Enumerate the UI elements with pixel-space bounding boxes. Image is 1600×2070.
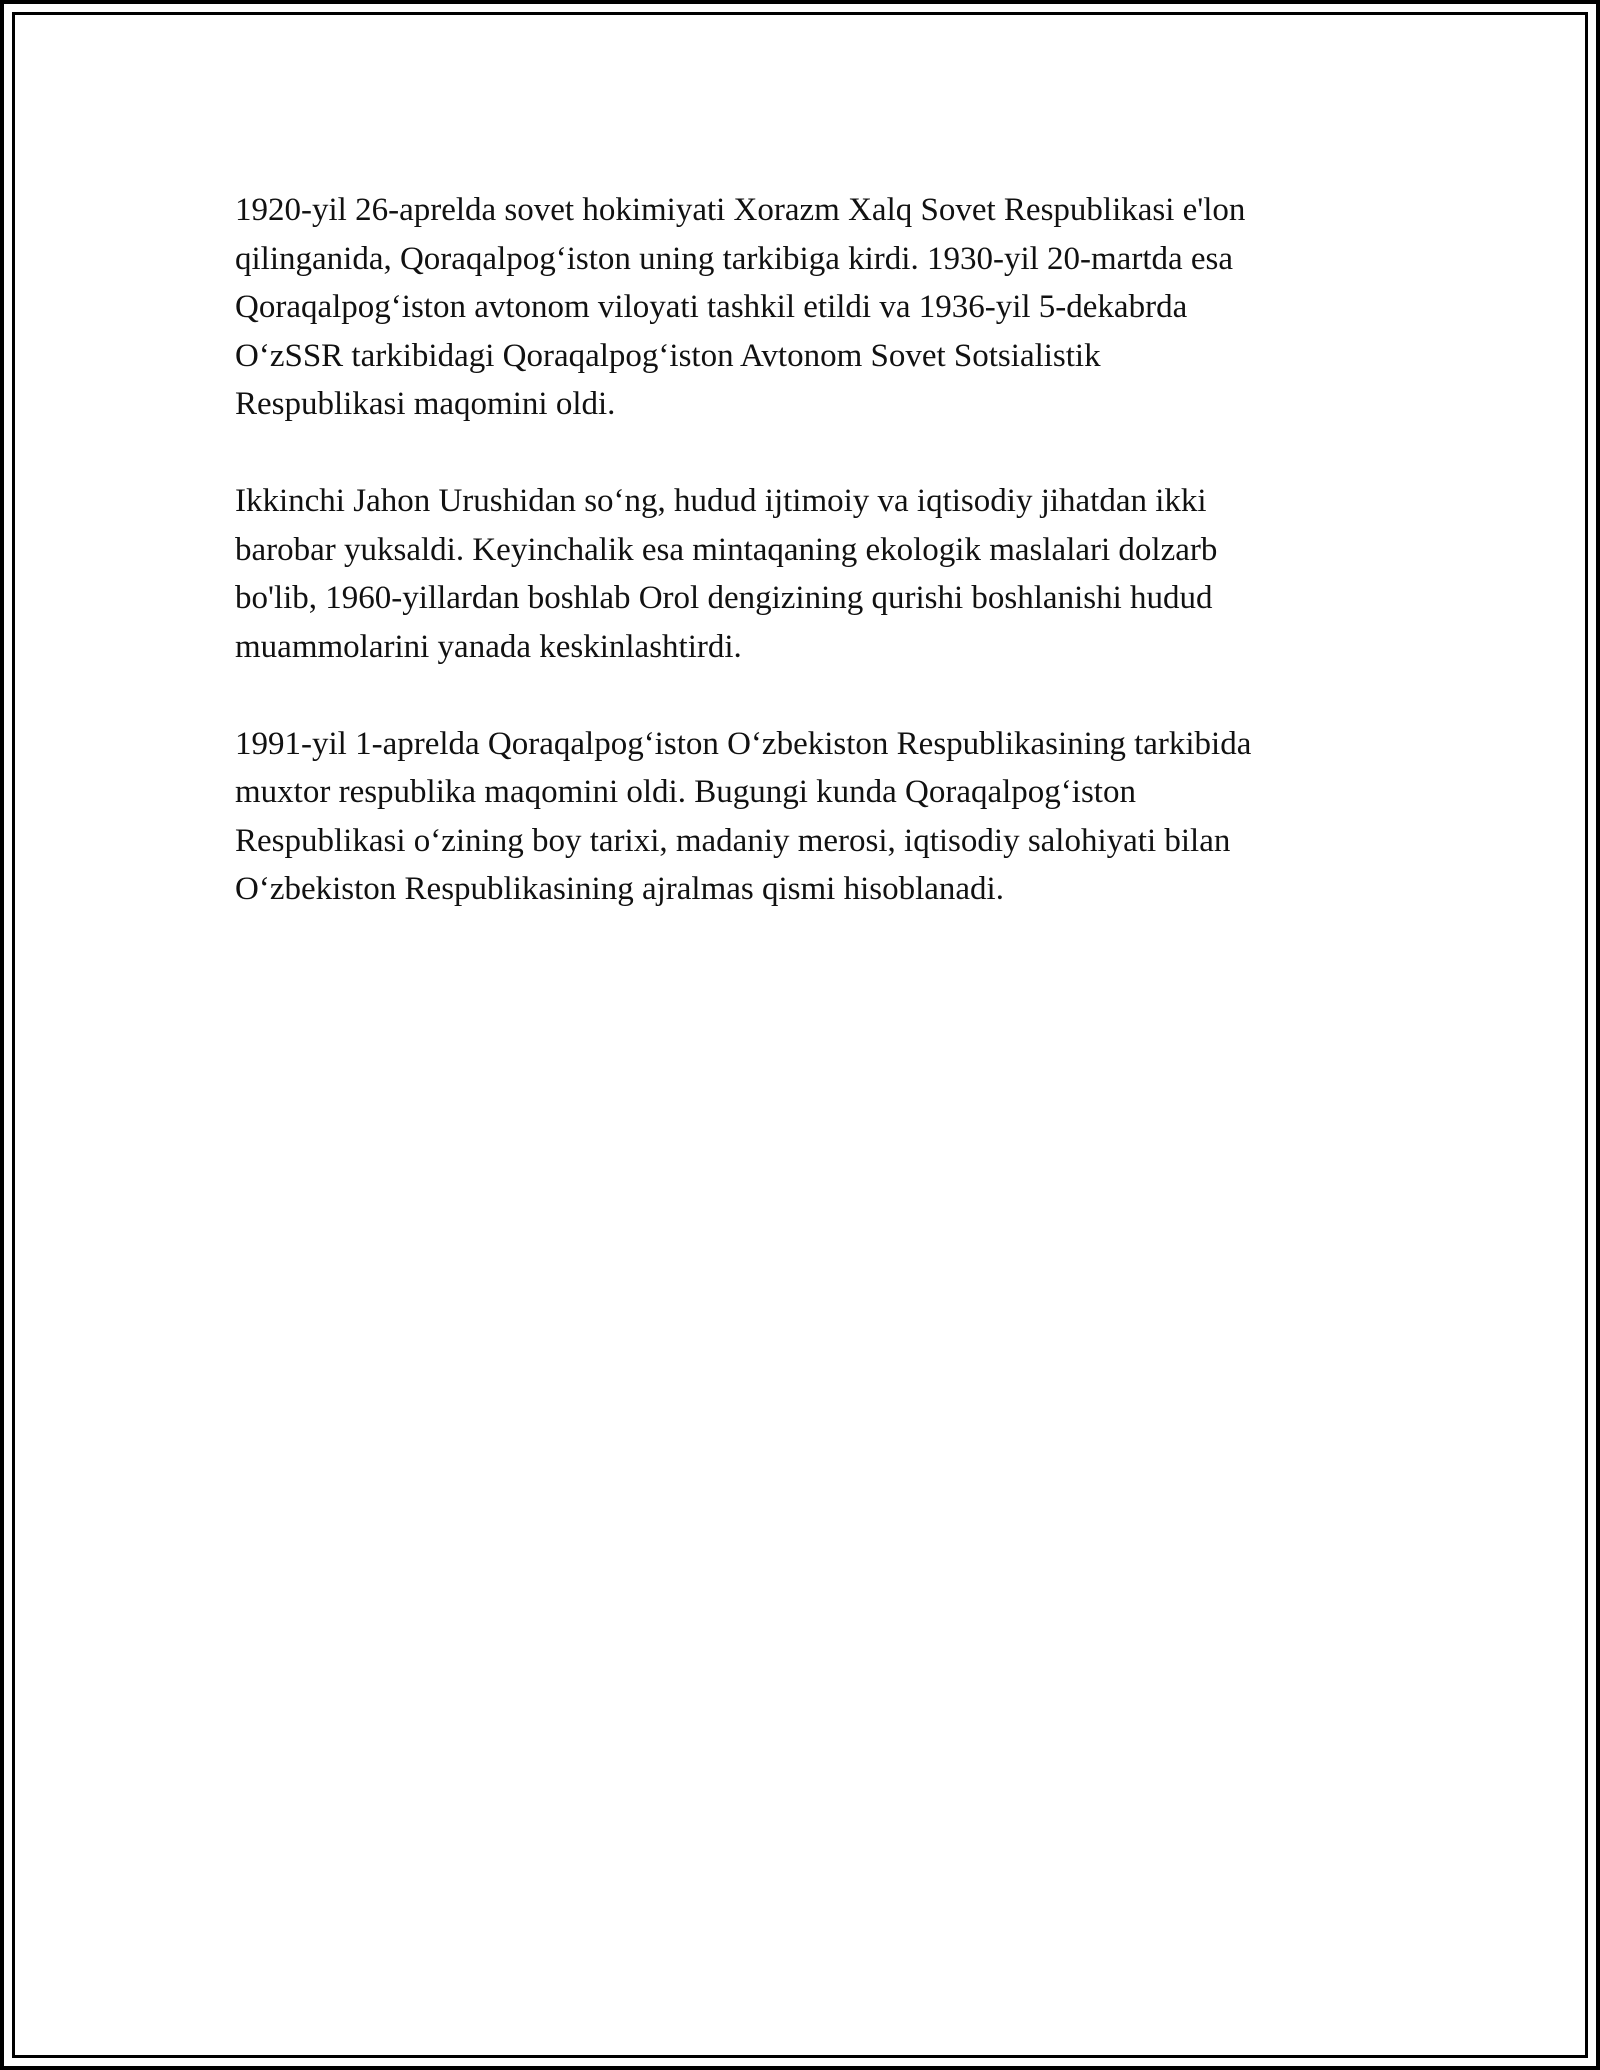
paragraph-3: 1991-yil 1-aprelda Qoraqalpog‘iston O‘zbekiston Respublikasining tarkibida muxtor respublika maqomini oldi. Bugungi kunda Qoraqalpog‘iston Respublikasi o‘zining boy tarixi, madaniy merosi, iqtisodiy salohiyati bilan O‘zbekiston Respublikasining ajralmas qismi hisoblanadi. <box>235 725 1252 907</box>
paragraph-1: 1920-yil 26-aprelda sovet hokimiyati Xorazm Xalq Sovet Respublikasi e'lon qilinganida, Qoraqalpog‘iston uning tarkibiga kirdi. 1930-yil 20-martda esa Qoraqalpog‘iston avtonom viloyati tashkil etildi va 1936-yil 5-dekabrda O‘zSSR tarkibidagi Qoraqalpog‘iston Avtonom Sovet Sotsialistik Respublikasi maqomini oldi. <box>235 192 1246 422</box>
document-body <box>235 186 1415 962</box>
paragraph-2: Ikkinchi Jahon Urushidan so‘ng, hudud ijtimoiy va iqtisodiy jihatdan ikki barobar yuksaldi. Keyinchalik esa mintaqaning ekologik maslalari dolzarb bo'lib, 1960-yillardan boshlab Orol dengizining qurishi boshlanishi hudud muammolarini yanada keskinlashtirdi. <box>235 483 1218 665</box>
